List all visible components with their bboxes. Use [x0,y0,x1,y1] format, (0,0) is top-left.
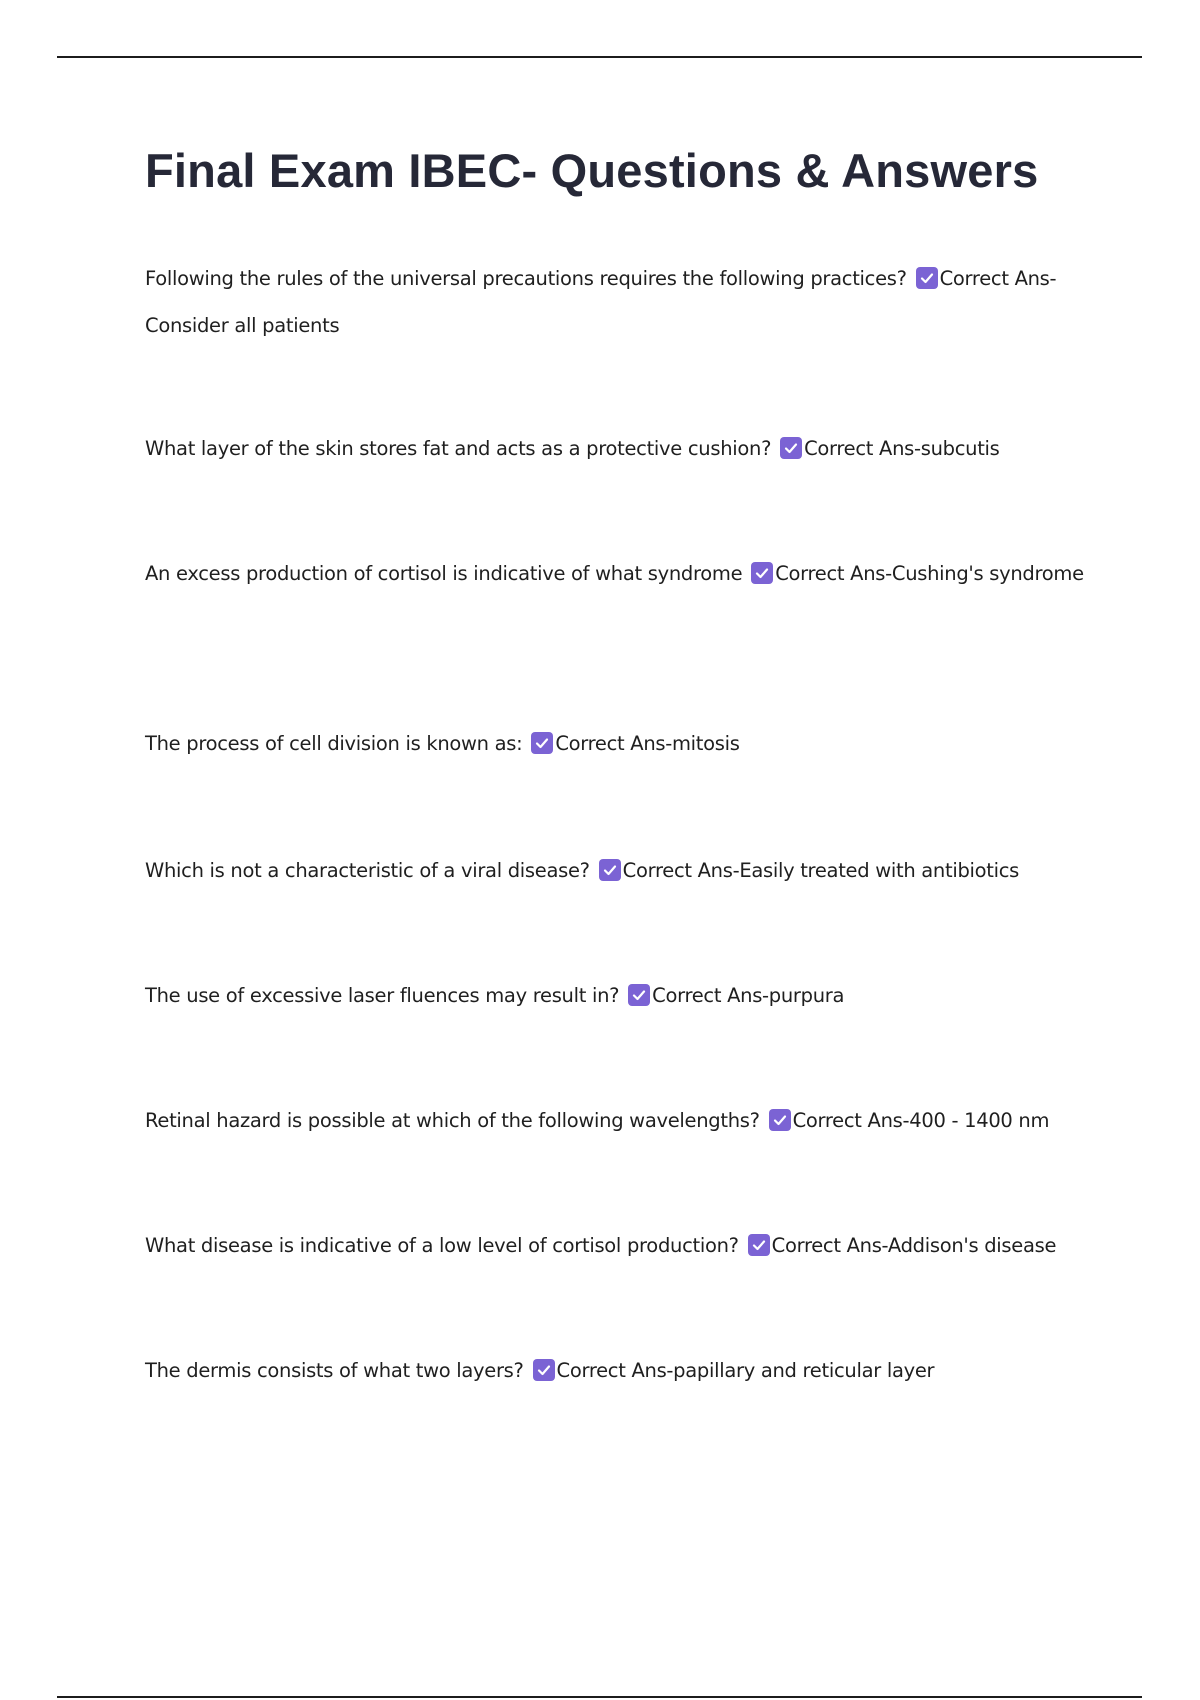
answer-text: Addison's disease [887,1234,1057,1257]
answer-prefix: Correct Ans- [939,267,1057,290]
qa-item-1 [145,255,1105,349]
answer-prefix: Correct Ans- [771,1234,888,1257]
checkmark-icon [780,437,802,459]
question-text: An excess production of cortisol is indicative of what syndrome [145,562,743,585]
checkmark-icon [599,859,621,881]
checkmark-icon [531,732,553,754]
qa-item-9 [145,1347,1105,1394]
qa-item-2 [145,425,1105,472]
answer-prefix: Correct Ans- [622,859,740,882]
qa-item-4 [145,720,1105,767]
answer-prefix: Correct Ans- [555,732,672,755]
question-text: The use of excessive laser fluences may result in? [145,984,620,1007]
checkmark-icon [916,267,938,289]
qa-item-7 [145,1097,1105,1144]
checkmark-icon [751,562,773,584]
answer-text: purpura [768,984,845,1007]
checkmark-icon [628,984,650,1006]
question-text: What layer of the skin stores fat and acts as a protective cushion? [145,437,772,460]
question-text: Which is not a characteristic of a viral disease? [145,859,590,882]
question-text: Retinal hazard is possible at which of the following wavelengths? [145,1109,760,1132]
answer-prefix: Correct Ans- [775,562,892,585]
answer-prefix: Correct Ans- [652,984,769,1007]
answer-prefix: Correct Ans- [556,1359,674,1382]
answer-text: mitosis [671,732,740,755]
answer-text: Easily treated with antibiotics [739,859,1020,882]
qa-item-3 [145,550,1105,597]
answer-prefix: Correct Ans- [792,1109,910,1132]
answer-text: 400 - 1400 nm [909,1109,1050,1132]
qa-item-8 [145,1222,1105,1269]
checkmark-icon [748,1234,770,1256]
question-text: Following the rules of the universal precautions requires the following practices? [145,267,907,290]
question-text: What disease is indicative of a low level of cortisol production? [145,1234,739,1257]
qa-item-6 [145,972,1105,1019]
answer-text: papillary and reticular layer [673,1359,935,1382]
answer-prefix: Correct Ans- [804,437,921,460]
checkmark-icon [769,1109,791,1131]
answer-text: Cushing's syndrome [891,562,1084,585]
checkmark-icon [533,1359,555,1381]
answer-text: Consider all patients [145,314,340,337]
top-rule [57,56,1142,58]
qa-item-5 [145,847,1105,894]
question-text: The dermis consists of what two layers? [145,1359,524,1382]
bottom-rule [57,1696,1142,1698]
question-text: The process of cell division is known as: [145,732,523,755]
answer-text: subcutis [920,437,1000,460]
page-title: Final Exam IBEC- Questions & Answers [145,144,1039,197]
